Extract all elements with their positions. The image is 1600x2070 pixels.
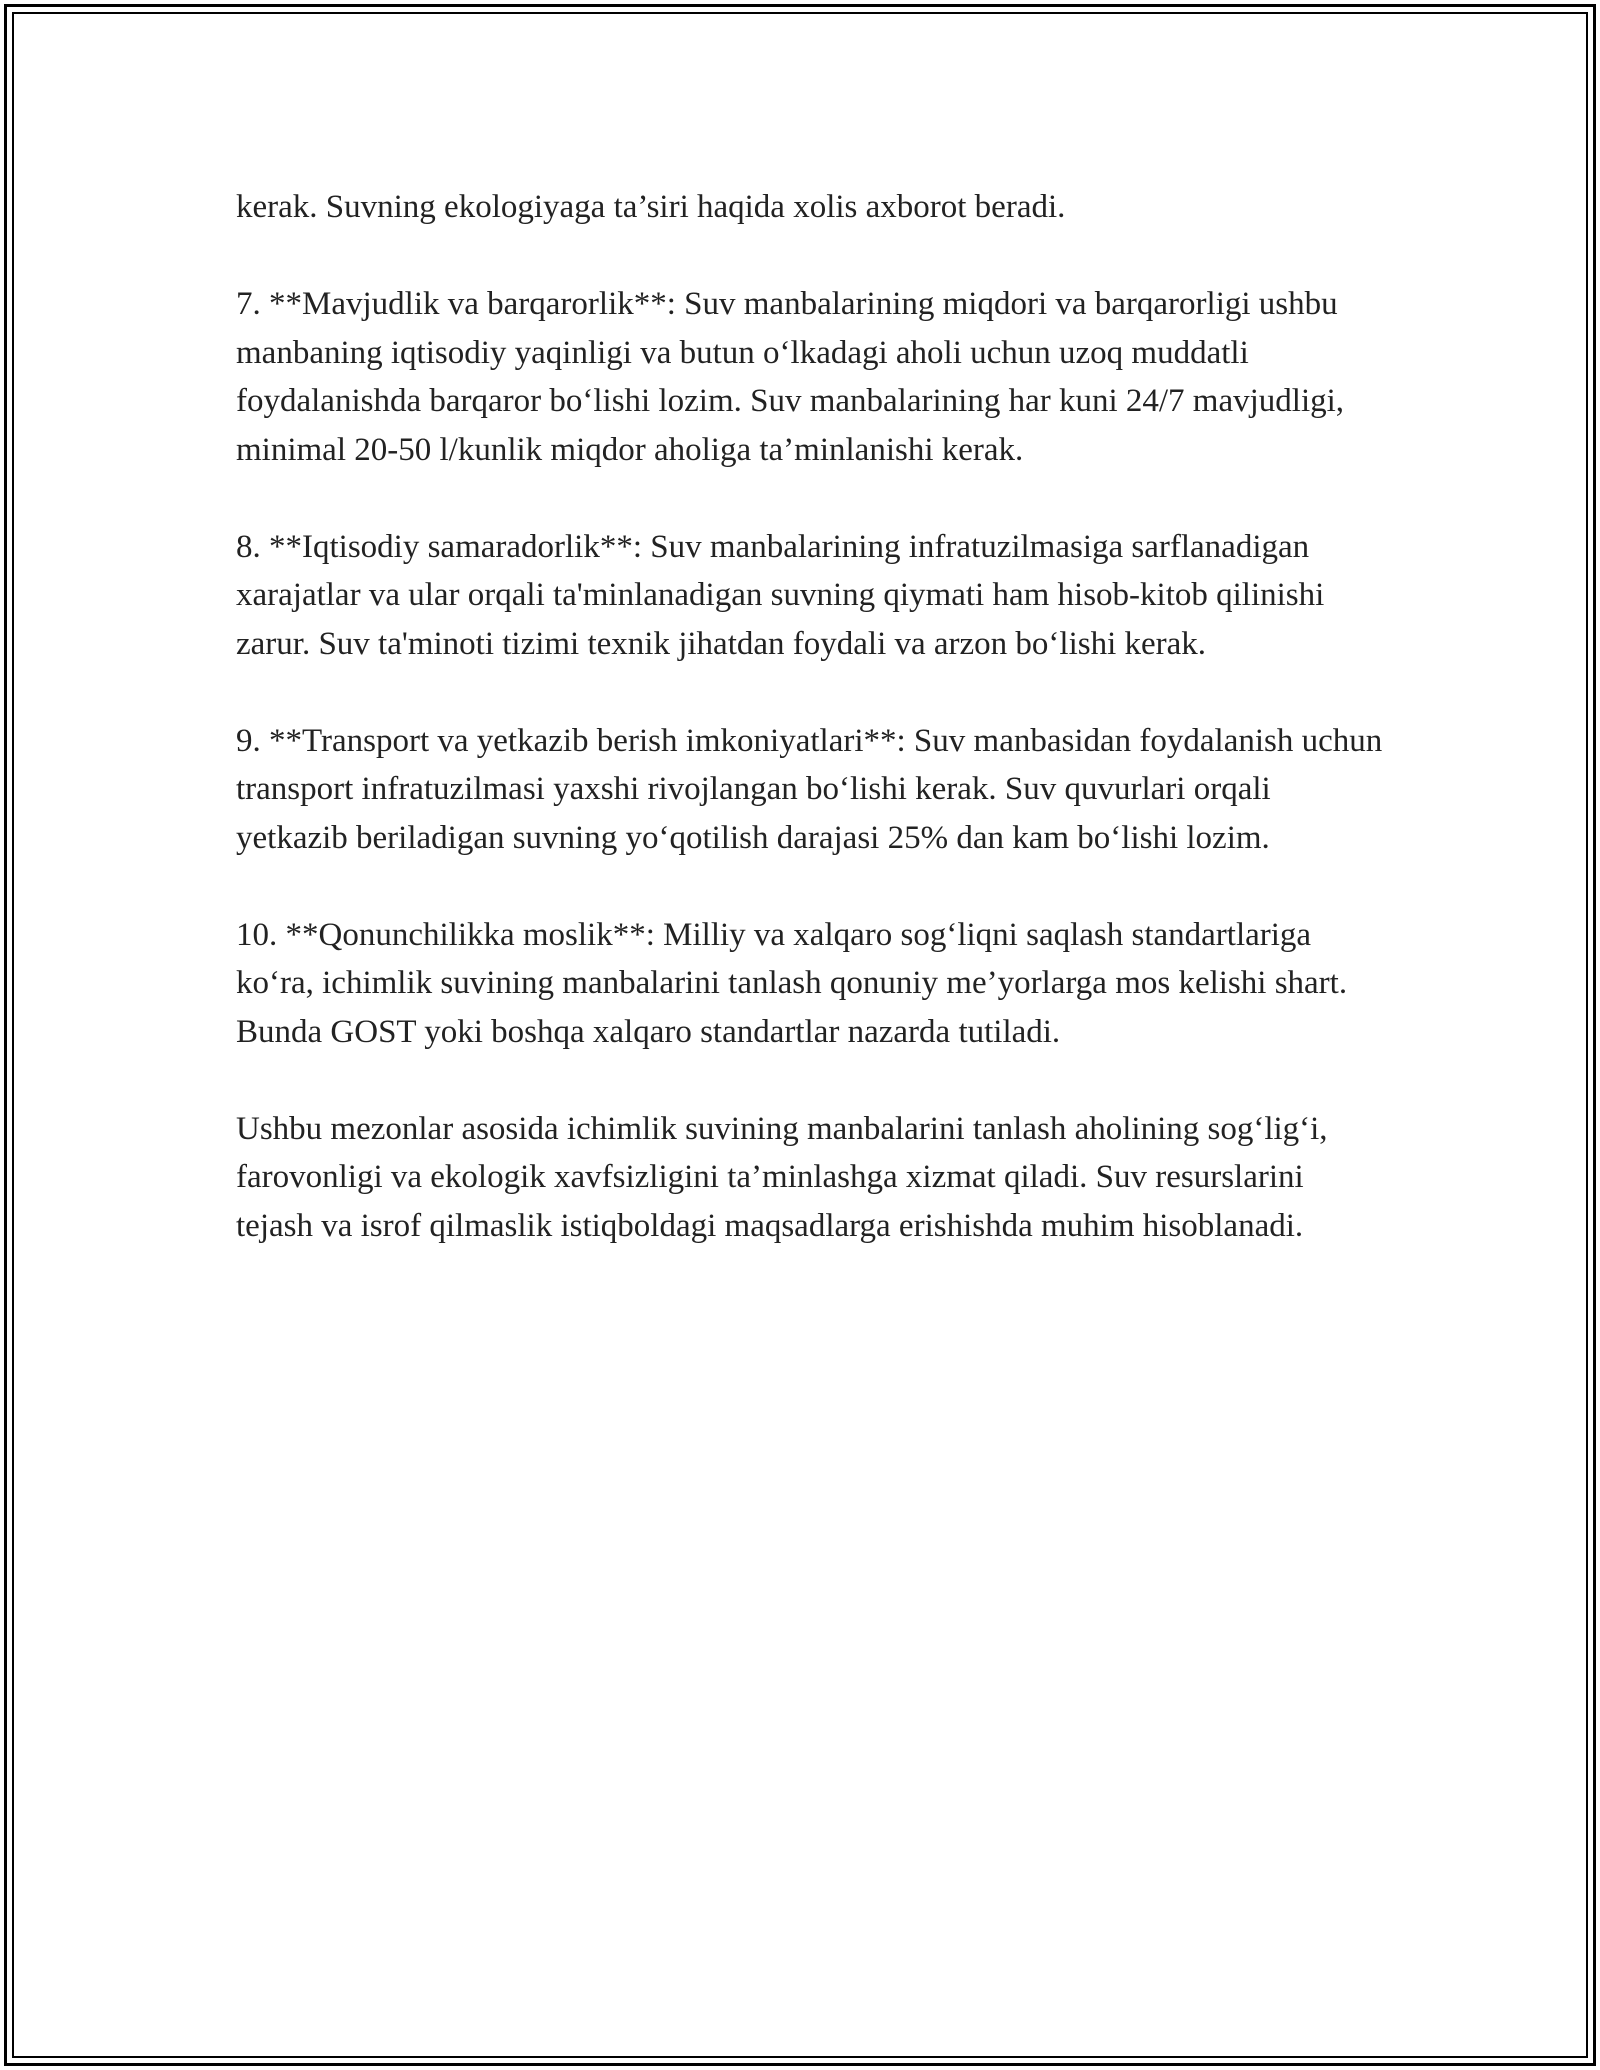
paragraph-continuation: kerak. Suvning ekologiyaga ta’siri haqida xolis axborot beradi.: [236, 189, 1066, 225]
paragraph-conclusion: Ushbu mezonlar asosida ichimlik suvining manbalarini tanlash aholining sog‘lig‘i, farovonligi va ekologik xavfsizligini ta’minlashga xizmat qiladi. Suv resurslarini tejash va isrof qilmaslik istiqboldagi maqsadlarga erishishda muhim hisoblanadi.: [236, 1110, 1328, 1244]
paragraph-item-8: 8. **Iqtisodiy samaradorlik**: Suv manbalarining infratuzilmasiga sarflanadigan xarajatlar va ular orqali ta'minlanadigan suvning qiymati ham hisob-kitob qilinishi zarur. Suv ta'minoti tizimi texnik jihatdan foydali va arzon bo‘lishi kerak.: [236, 528, 1325, 662]
document-body: [236, 183, 1386, 1299]
paragraph-item-7: 7. **Mavjudlik va barqarorlik**: Suv manbalarining miqdori va barqarorligi ushbu manbaning iqtisodiy yaqinligi va butun o‘lkadagi aholi uchun uzoq muddatli foydalanishda barqaror bo‘lishi lozim. Suv manbalarining har kuni 24/7 mavjudligi, minimal 20-50 l/kunlik miqdor aholiga ta’minlanishi kerak.: [236, 286, 1345, 468]
paragraph-item-9: 9. **Transport va yetkazib berish imkoniyatlari**: Suv manbasidan foydalanish uchun transport infratuzilmasi yaxshi rivojlangan bo‘lishi kerak. Suv quvurlari orqali yetkazib beriladigan suvning yo‘qotilish darajasi 25% dan kam bo‘lishi lozim.: [236, 722, 1383, 856]
paragraph-item-10: 10. **Qonunchilikka moslik**: Milliy va xalqaro sog‘liqni saqlash standartlariga ko‘ra, ichimlik suvining manbalarini tanlash qonuniy me’yorlarga mos kelishi shart. Bunda GOST yoki boshqa xalqaro standartlar nazarda tutiladi.: [236, 916, 1348, 1050]
